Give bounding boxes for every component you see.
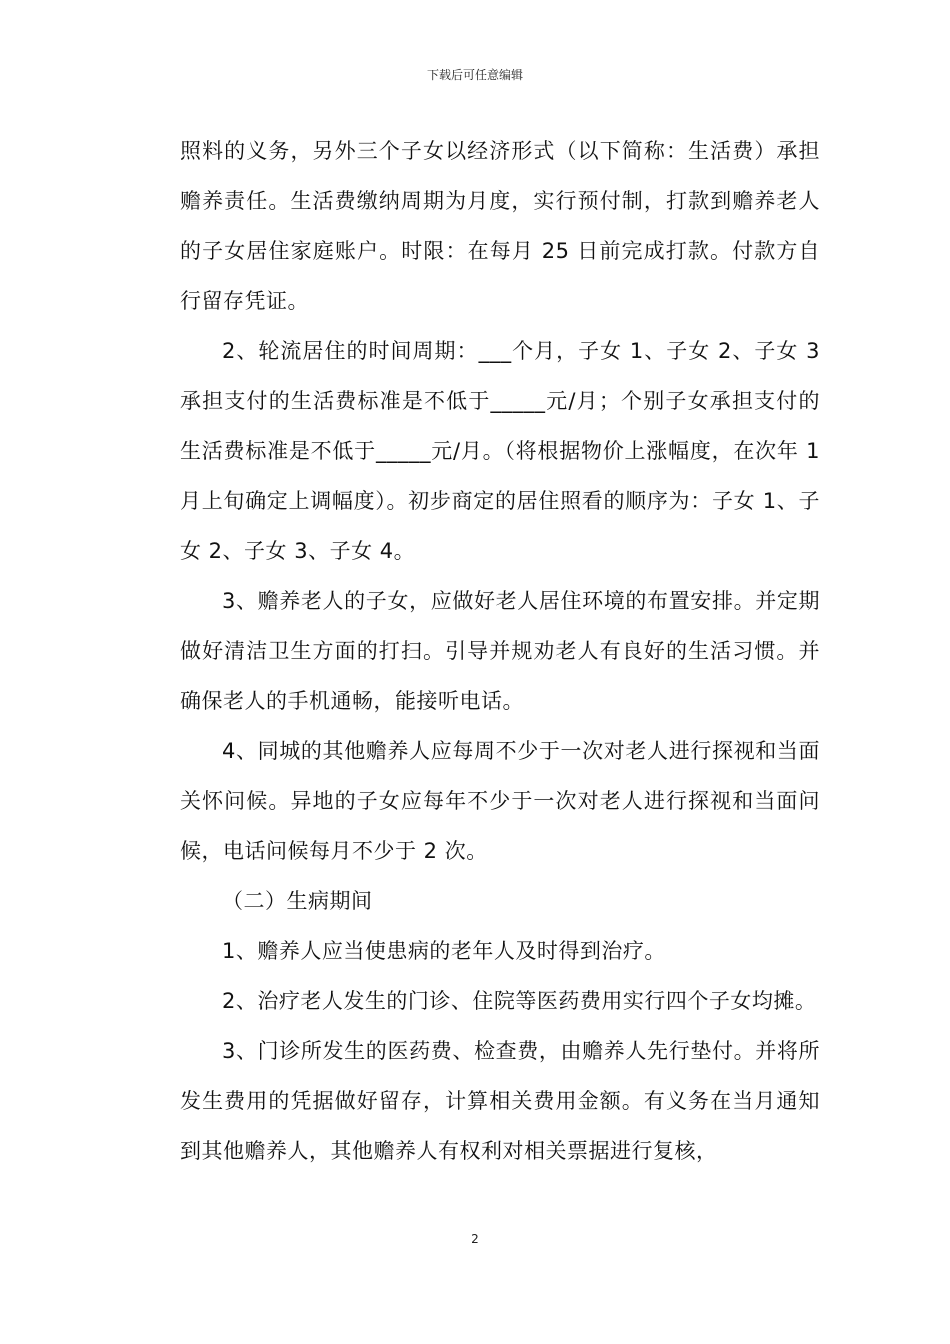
paragraph-1: 照料的义务，另外三个子女以经济形式（以下简称：生活费）承担赡养责任。生活费缴纳周期为月度，实行预付制，打款到赡养老人的子女居住家庭账户。时限：在每月 25 日前完成打款。付款方自行留存凭证。 (180, 139, 820, 313)
paragraph-6: 2、治疗老人发生的门诊、住院等医药费用实行四个子女均摊。 (222, 989, 817, 1013)
section-heading: （二）生病期间 (222, 889, 373, 913)
paragraph-4: 4、同城的其他赡养人应每周不少于一次对老人进行探视和当面关怀问候。异地的子女应每年不少于一次对老人进行探视和当面问候，电话问候每月不少于 2 次。 (180, 739, 820, 863)
paragraph-5: 1、赡养人应当使患病的老年人及时得到治疗。 (222, 939, 666, 963)
paragraph-2: 2、轮流居住的时间周期：___个月，子女 1、子女 2、子女 3 承担支付的生活费标准是不低于_____元/月；个别子女承担支付的生活费标准是不低于_____元/月。（将根据物价上涨幅度，在次年 1 月上旬确定上调幅度）。初步商定的居住照看的顺序为：子女 1、子女 2、子女 3、子女 4。 (180, 339, 820, 563)
paragraph-3: 3、赡养老人的子女，应做好老人居住环境的布置安排。并定期做好清洁卫生方面的打扫。引导并规劝老人有良好的生活习惯。并确保老人的手机通畅，能接听电话。 (180, 589, 820, 713)
document-body (180, 126, 820, 1176)
header-note: 下载后可任意编辑 (426, 68, 523, 82)
paragraph-7: 3、门诊所发生的医药费、检查费，由赡养人先行垫付。并将所发生费用的凭据做好留存，计算相关费用金额。有义务在当月通知到其他赡养人，其他赡养人有权利对相关票据进行复核， (180, 1039, 820, 1163)
page-number: 2 (471, 1232, 479, 1246)
